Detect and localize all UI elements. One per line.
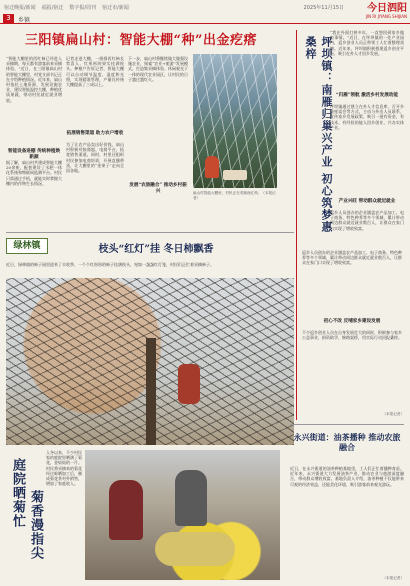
story5-divider xyxy=(290,424,404,425)
greenhouse-photo-caption: 扁山村智能大棚里，村民正在采摘西红柿。（本报记者） xyxy=(193,191,276,200)
story2-text1: “我在外面打拼多年，一直想回到家乡做点事情。”近日，在坪坝镇的一处产业园内，返乡创业人员正带领工人忙着整理货物。近年来，坪坝镇积极搭建返乡创业平台，吸引在外人才回乡发展。 xyxy=(330,30,404,56)
story1-subhead1: 智能设备进棚 传统种植焕新颜 xyxy=(7,149,61,160)
story1-headline[interactable]: 三阳镇扁山村：智能大棚“种”出金疙瘩 xyxy=(25,33,257,48)
story1-col2: 记者走进大棚，一排排西红柿长势喜人，红彤彤的果实挂满枝头。种植户告诉记者，智能大棚可以自动调节温度、湿度和光照，实现精准管理，产量比传统大棚提高了三成以上。 xyxy=(66,56,124,88)
top-link-3[interactable]: 数字报/周刊 xyxy=(69,4,97,11)
section-number: 3 xyxy=(3,14,14,23)
story5-headline[interactable]: 永兴街道：油茶播种 推动农旅融合 xyxy=(293,432,401,452)
greenhouse-worker-figure xyxy=(205,156,219,178)
tomato-basket-figure xyxy=(223,170,247,180)
story2-text3b: 返乡人员创办的企业涵盖农产品加工、电子商务、特色种养等多个领域，累计带动周边群众就近就业数百人，让群众在家门口实现了增收致富。 xyxy=(302,250,402,266)
greenhouse-photo xyxy=(193,54,277,188)
story2-red-rule xyxy=(296,30,297,420)
chrysanthemum-photo xyxy=(85,450,280,580)
story1-col4: 为了让农产品卖出好价钱，扁山村积极对接商超、电商平台，拓宽销售渠道。同时，村里还组织村民参加电商培训，开展直播带货，让大棚里的“金果子”走向全国各地。 xyxy=(66,142,124,174)
story5-byline: （本报记者） xyxy=(382,576,404,580)
story2-subhead1: “归雁”领航 激活乡村发展动能 xyxy=(335,93,398,98)
top-link-4[interactable]: 宿迁市/新闻 xyxy=(102,4,129,11)
section-name: 乡镇 xyxy=(18,17,31,24)
villager-figure-2 xyxy=(175,470,207,526)
picker-figure xyxy=(178,364,200,404)
chrysanthemum-basket-figure xyxy=(155,532,235,566)
story1-col3: 据了解，扁山村共建成智能大棚20余座，配套建设了水肥一体化系统和物联网监测平台。村民只需通过手机，就能实时掌握大棚内的作物生长情况。 xyxy=(6,160,62,186)
logo-en: JIN RI JIYANG SHIJIAN xyxy=(365,14,407,19)
mid-divider xyxy=(6,232,294,233)
top-link-1[interactable]: 宿迁晚报/新闻 xyxy=(4,4,36,11)
story1-col5: 下一步，扁山村将继续做大做强设施农业，探索“农业+旅游”发展模式，打造集采摘体验、休闲观光于一体的现代农业园区，让村民的日子越过越红火。 xyxy=(128,56,188,82)
logo-cn: 今日泗阳 xyxy=(367,3,407,14)
story5-text: 近日，在永兴街道的油茶种植基地里，工人们正忙着播种育苗。近年来，永兴街道大力发展油茶产业，推动农业与旅游深度融合，带动群众增收致富。基地负责人介绍，油茶种植不仅能带来可观的经济效益，还能美化环境，吸引游客前来观光游玩。 xyxy=(290,466,404,487)
story1-subhead2: 拓展销售渠道 助力农户增收 xyxy=(66,131,124,136)
story2-subhead3: 初心不改 反哺家乡建设发展 xyxy=(323,319,381,324)
top-link-2[interactable]: 福报/宿迁 xyxy=(41,4,64,11)
story1-col1: “智能大棚里的西红柿已经进入采摘期，每天都有游客前来采摘体验。”近日，在三阳镇扁山村的智能大棚里，村党支部书记正在介绍种植情况。近年来，扁山村依托土地资源，发展设施农业，建设智能温控大棚，种植优质果蔬，带动村民就近就业增收。 xyxy=(6,56,62,103)
story2-text2: 坪坝镇通过建立在外人才信息库、召开乡贤座谈会等方式，主动与外出人员联系，宣传家乡发展政策，吸引一批有资金、有技术、有经验的能人回乡创业，兴办实体产业。 xyxy=(330,104,404,130)
story1-subhead3: 发展“农旅融合” 推动乡村振兴 xyxy=(129,183,187,194)
story3-headline[interactable]: 枝头“红灯”挂 冬日柿飘香 xyxy=(98,244,214,255)
story3-intro: 近日，绿林镇的柿子园里迎来了丰收季，一个个红彤彤的柿子挂满枝头，宛如一盏盏红灯笼，村民们正忙着采摘柿子。 xyxy=(6,262,214,267)
story2-text4: 不少返乡创业人员在自身发展壮大的同时，积极参与家乡公益事业，捐资助学、修路架桥，用实际行动回报桑梓。 xyxy=(302,330,402,341)
story2-subhead2: 产业兴旺 带动群众就近就业 xyxy=(338,199,396,204)
story3-stamp: 绿林镇 xyxy=(6,238,48,254)
top-links xyxy=(4,4,129,11)
persimmon-tree-photo xyxy=(6,278,294,445)
story4-headline-right[interactable]: 菊香漫指尖 xyxy=(28,490,43,560)
story4-headline-left[interactable]: 庭院晒菊忙 xyxy=(10,458,25,528)
story2-byline: （本报记者） xyxy=(382,412,404,416)
tree-trunk-figure xyxy=(146,338,156,445)
story2-headline[interactable]: 坪坝镇：南雁归巢兴产业 初心筑梦惠桑梓 xyxy=(304,36,333,233)
section-bar xyxy=(0,14,410,24)
top-nav-bar xyxy=(0,0,410,14)
story2-text3: 返乡人员创办的企业涵盖农产品加工、电子商务、特色种养等多个领域，累计带动周边群众就近就业数百人，让群众在家门口实现了增收致富。 xyxy=(330,210,404,231)
villager-figure-1 xyxy=(109,480,143,540)
story4-text: 入冬以来，不少村民家的庭院里晒满了菊花，金灿灿的一片。村民将采摘来的菊花经过晾晒加工后，制成菊花茶对外销售，增加了家庭收入。 xyxy=(46,450,82,487)
issue-date: 2025年11月15日 xyxy=(303,4,344,11)
